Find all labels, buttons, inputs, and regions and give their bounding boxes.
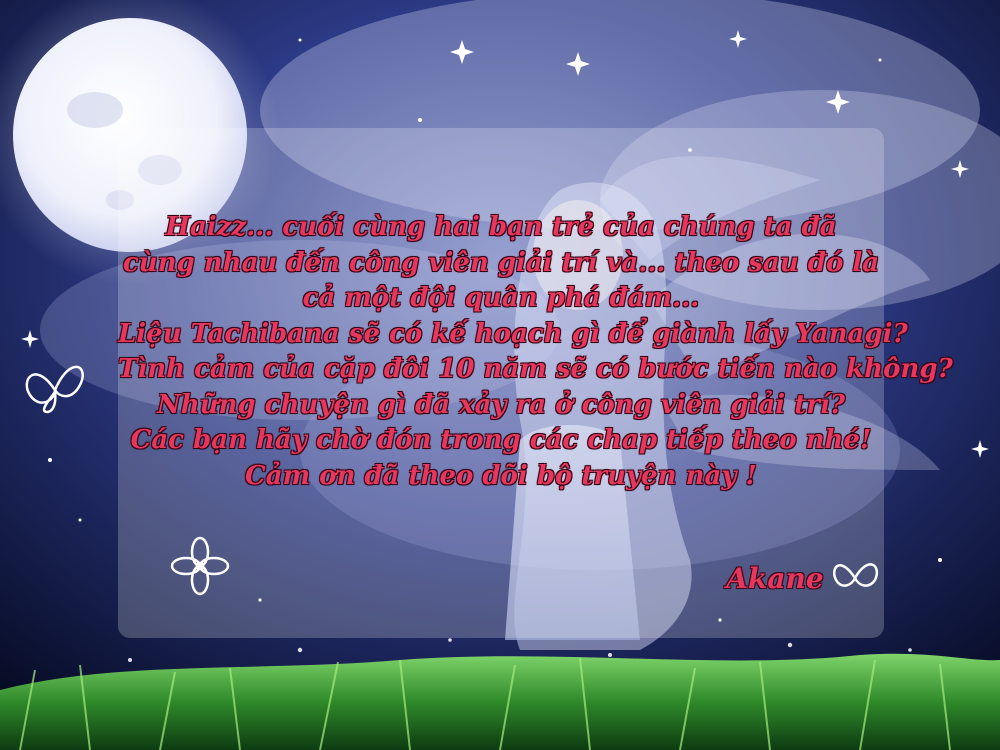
message-line: Haizz... cuối cùng hai bạn trẻ của chúng ta đã: [165, 212, 837, 242]
message-line: cả một đội quân phá đám...: [302, 283, 700, 313]
closing-message: [118, 210, 953, 494]
message-line: Cảm ơn đã theo dõi bộ truyện này !: [245, 460, 757, 491]
author-signature: Akane: [726, 562, 824, 595]
message-line: Những chuyện gì đã xảy ra ở công viên giải trí?: [156, 389, 846, 420]
message-line: Các bạn hãy chờ đón trong các chap tiếp theo nhé!: [130, 425, 872, 455]
message-line: cùng nhau đến công viên giải trí và... theo sau đó là: [122, 247, 880, 278]
message-line: Liệu Tachibana sẽ có kế hoạch gì để giành lấy Yanagi?: [118, 318, 908, 349]
message-line: Tình cảm của cặp đôi 10 năm sẽ có bước tiến nào không?: [118, 354, 953, 384]
